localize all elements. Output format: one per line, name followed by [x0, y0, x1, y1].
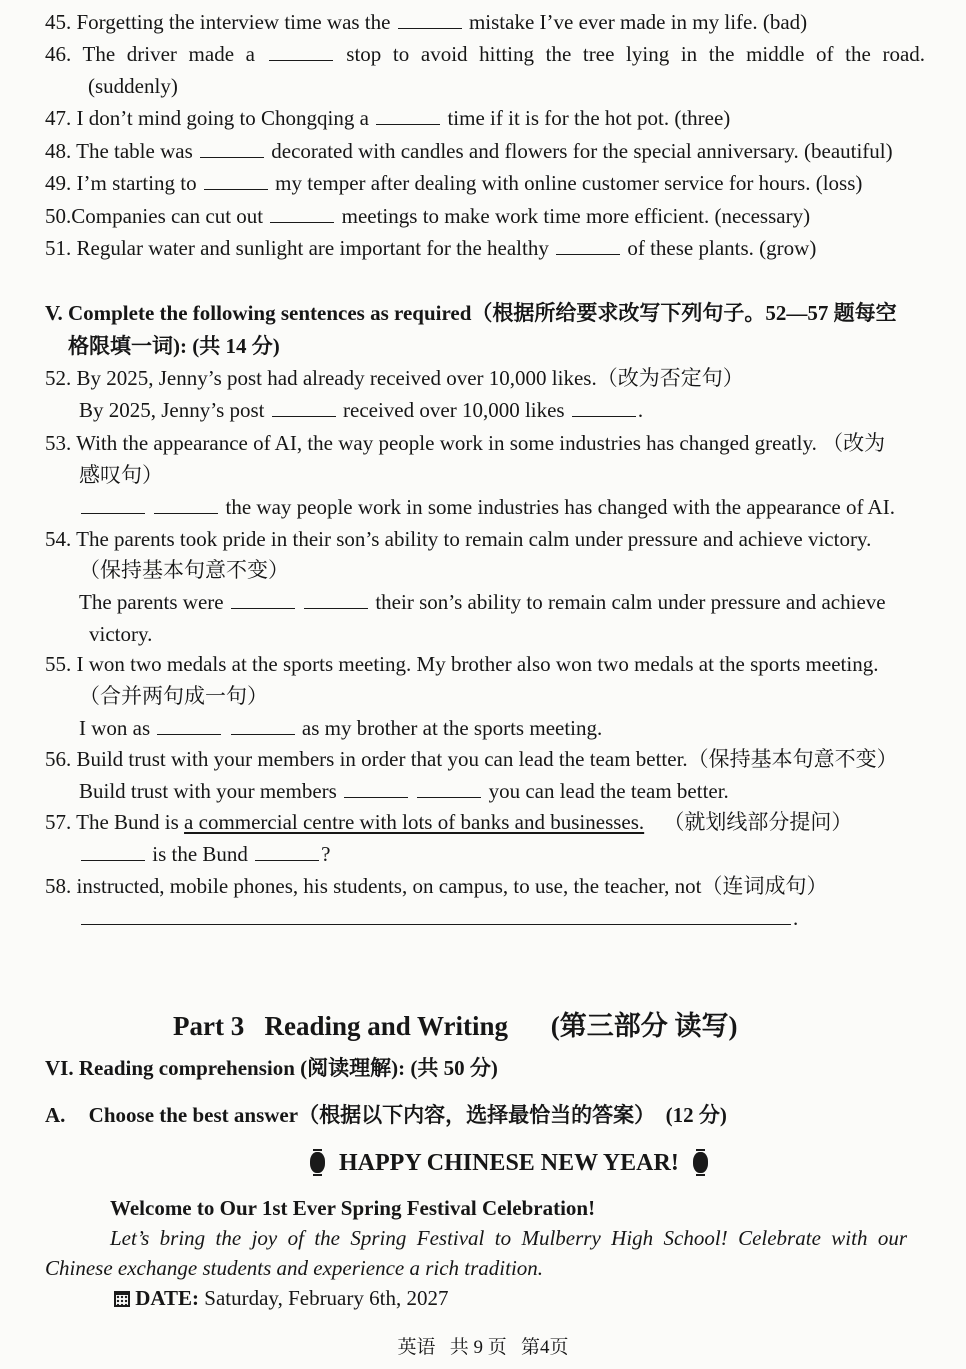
answer-blank[interactable]	[255, 842, 319, 861]
question-49	[45, 170, 862, 196]
question-47	[45, 105, 730, 131]
question-56-answer-text-cont: you can lead the team better.	[488, 779, 729, 803]
question-55-stem: 55. I won two medals at the sports meeting. My brother also won two medals at the sports meeting.	[45, 652, 879, 676]
answer-blank[interactable]	[154, 495, 218, 514]
question-53-instruction: 感叹句）	[79, 463, 163, 487]
question-48-text: 48. The table was	[45, 139, 193, 163]
section-a-title: Choose the best answer（根据以下内容，选择最恰当的答案） (12 分)	[88, 1103, 727, 1127]
section-a-letter: A.	[45, 1103, 66, 1127]
period: .	[637, 398, 644, 422]
question-56-stem: 56. Build trust with your members in order that you can lead the team better.（保持基本句意不变）	[45, 747, 898, 771]
question-57-answer	[79, 841, 331, 867]
question-45-hint: mistake I’ve ever made in my life. (bad)	[468, 10, 808, 34]
answer-blank[interactable]	[344, 779, 408, 798]
question-52-answer-text: By 2025, Jenny’s post	[79, 398, 265, 422]
page-footer: 英语 共 9 页 第4页	[397, 1337, 569, 1358]
question-54-answer	[79, 589, 886, 615]
part-3-title: Part 3 Reading and Writing	[173, 1011, 509, 1041]
answer-blank[interactable]	[270, 204, 334, 223]
ad-intro-cont: Chinese exchange students and experience a rich tradition.	[45, 1256, 544, 1280]
question-55-answer-text-cont: as my brother at the sports meeting.	[301, 716, 603, 740]
ad-welcome: Welcome to Our 1st Ever Spring Festival Celebration!	[110, 1196, 596, 1220]
lantern-icon	[310, 1152, 325, 1173]
question-51-text: 51. Regular water and sunlight are important for the healthy	[45, 236, 549, 260]
answer-blank[interactable]	[204, 171, 268, 190]
question-53-answer-text: the way people work in some industries has changed with the appearance of AI.	[225, 495, 895, 519]
answer-blank[interactable]	[272, 398, 336, 417]
question-46	[45, 41, 925, 67]
question-49-text: 49. I’m starting to	[45, 171, 197, 195]
question-55-answer-text: I won as	[79, 716, 151, 740]
section-5-title-cont: 格限填一词): (共 14 分)	[68, 334, 280, 358]
section-5-title: V. Complete the following sentences as required（根据所给要求改写下列句子。52—57 题每空	[45, 301, 897, 325]
question-53-stem: 53. With the appearance of AI, the way people work in some industries has changed greatly. （改为	[45, 431, 886, 455]
section-6-title: VI. Reading comprehension (阅读理解): (共 50 分)	[45, 1056, 498, 1080]
answer-blank[interactable]	[231, 590, 295, 609]
part-3-title-cn: (第三部分 读写)	[550, 1011, 738, 1041]
question-53-answer	[79, 494, 895, 520]
question-56-answer	[79, 778, 729, 804]
answer-blank[interactable]	[376, 106, 440, 125]
answer-blank[interactable]	[398, 10, 462, 29]
period: .	[793, 906, 799, 930]
question-51	[45, 235, 816, 261]
question-52-answer	[79, 397, 643, 423]
date-label: DATE:	[135, 1286, 200, 1310]
question-54-instruction: （保持基本句意不变）	[79, 558, 289, 582]
answer-blank[interactable]	[81, 495, 145, 514]
question-48-hint: decorated with candles and flowers for the special anniversary. (beautiful)	[271, 139, 893, 163]
question-52-answer-mid: received over 10,000 likes	[343, 398, 565, 422]
question-mark: ?	[321, 842, 331, 866]
ad-date	[114, 1285, 448, 1311]
underlined-part: a commercial centre with lots of banks and businesses.	[184, 810, 645, 834]
question-52-stem: 52. By 2025, Jenny’s post had already received over 10,000 likes.（改为否定句）	[45, 366, 744, 390]
question-51-hint: of these plants. (grow)	[627, 236, 817, 260]
question-58-answer	[79, 905, 798, 931]
question-45	[45, 9, 807, 35]
answer-blank[interactable]	[417, 779, 481, 798]
answer-blank[interactable]	[572, 398, 636, 417]
question-55-answer	[79, 715, 602, 741]
answer-blank[interactable]	[200, 139, 264, 158]
question-56-answer-text: Build trust with your members	[79, 779, 337, 803]
answer-blank[interactable]	[81, 842, 145, 861]
calendar-icon	[114, 1291, 130, 1307]
part-3-heading	[173, 1010, 738, 1042]
question-57-answer-text: is the Bund	[152, 842, 248, 866]
question-48	[45, 138, 893, 164]
ad-headline	[310, 1149, 708, 1177]
question-57-instruction: （就划线部分提问）	[663, 810, 853, 834]
question-50	[45, 203, 810, 229]
question-57-stem	[45, 809, 852, 835]
question-54-answer-text-cont: their son’s ability to remain calm under pressure and achieve	[375, 590, 886, 614]
question-54-answer-text: The parents were	[79, 590, 224, 614]
question-47-text: 47. I don’t mind going to Chongqing a	[45, 106, 369, 130]
question-58-stem: 58. instructed, mobile phones, his students, on campus, to use, the teacher, not（连词成句）	[45, 874, 828, 898]
question-55-instruction: （合并两句成一句）	[79, 684, 268, 708]
answer-blank[interactable]	[556, 236, 620, 255]
question-47-hint: time if it is for the hot pot. (three)	[447, 106, 731, 130]
question-46-text-cont: stop to avoid hitting the tree lying in the middle of the road.	[346, 42, 926, 66]
answer-blank[interactable]	[231, 716, 295, 735]
lantern-icon	[693, 1152, 708, 1173]
question-46-text: 46. The driver made a	[45, 42, 255, 66]
question-54-stem: 54. The parents took pride in their son’s ability to remain calm under pressure and achieve victory.	[45, 527, 872, 551]
question-50-text: 50.Companies can cut out	[45, 204, 264, 228]
answer-blank[interactable]	[157, 716, 221, 735]
question-46-hint: (suddenly)	[88, 74, 178, 98]
ad-intro: Let’s bring the joy of the Spring Festival to Mulberry High School! Celebrate with our	[110, 1226, 907, 1250]
ad-headline-text: HAPPY CHINESE NEW YEAR!	[339, 1150, 679, 1176]
question-49-hint: my temper after dealing with online customer service for hours. (loss)	[275, 171, 863, 195]
answer-line[interactable]	[81, 906, 791, 925]
question-57-text: 57. The Bund is	[45, 810, 179, 834]
date-value: Saturday, February 6th, 2027	[204, 1286, 449, 1310]
answer-blank[interactable]	[269, 42, 333, 61]
question-54-answer-end: victory.	[89, 622, 153, 646]
section-a-heading	[45, 1102, 727, 1128]
question-45-text: 45. Forgetting the interview time was the	[45, 10, 391, 34]
question-50-hint: meetings to make work time more efficient. (necessary)	[341, 204, 811, 228]
answer-blank[interactable]	[304, 590, 368, 609]
